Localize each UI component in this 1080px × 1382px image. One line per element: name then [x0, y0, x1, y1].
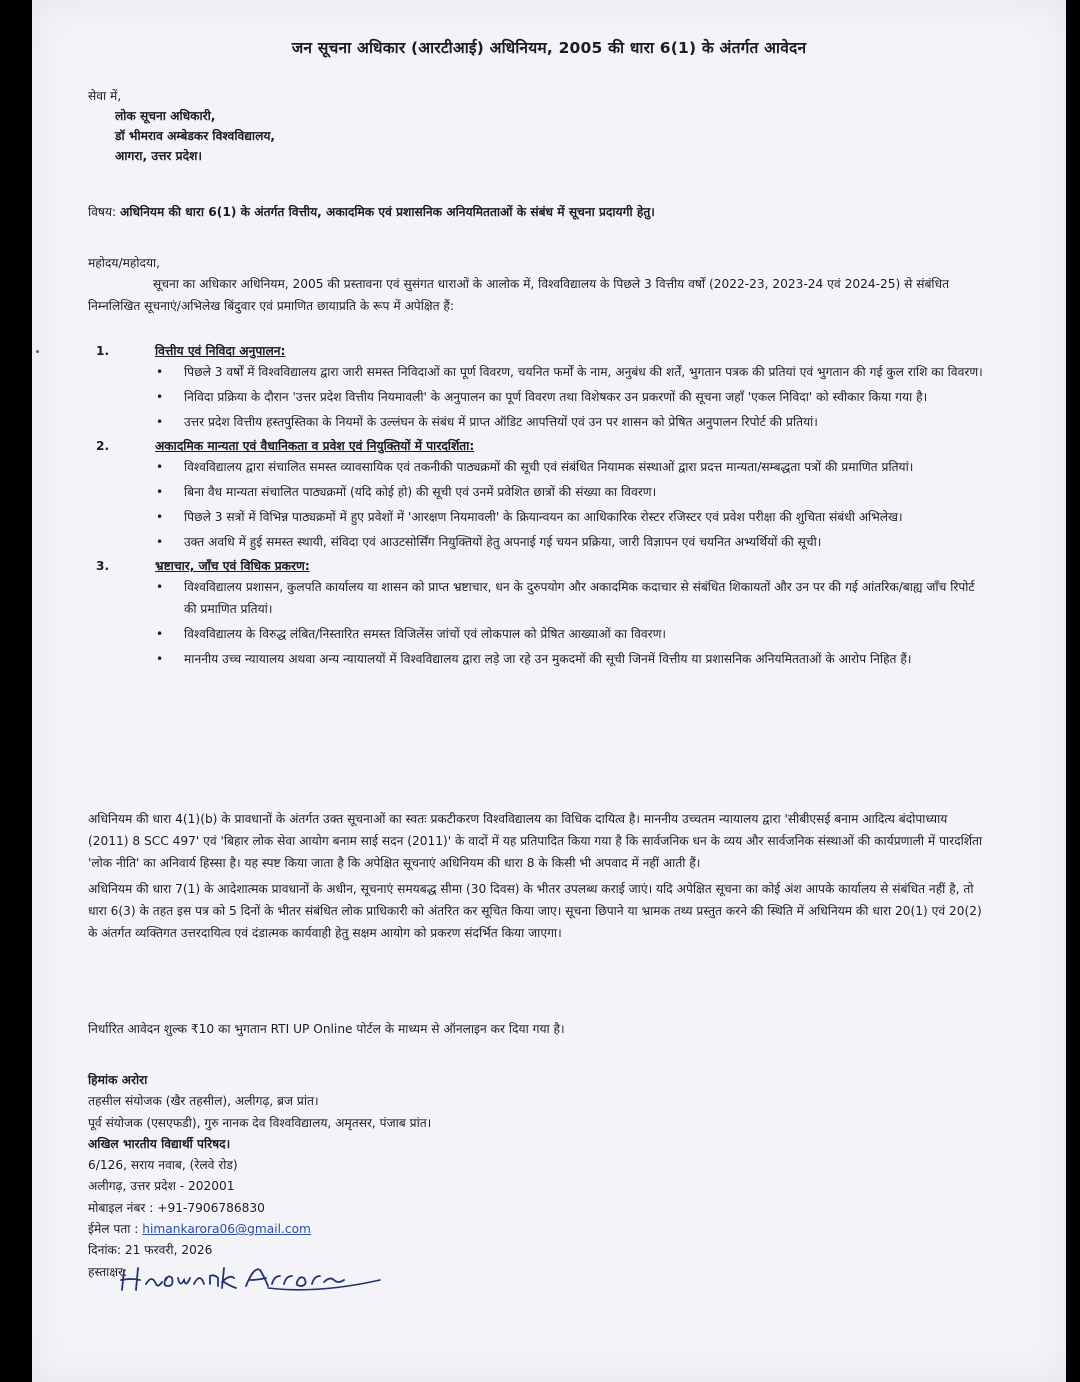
list-item: [96, 411, 986, 433]
address-line: डॉ भीमराव अम्बेडकर विश्वविद्यालय,: [115, 129, 276, 143]
section-heading: [96, 341, 986, 361]
list-item-text: निविदा प्रक्रिया के दौरान 'उत्तर प्रदेश वित्तीय नियमावली' के अनुपालन का पूर्ण विवरण तथा विशेषकर उन प्रकरणों की सूचना जहाँ 'एकल निविदा' को स्वीकार किया गया है।: [184, 390, 928, 404]
bullet-icon: •: [156, 415, 164, 429]
list-item-text: विश्वविद्यालय द्वारा संचालित समस्त व्यावसायिक एवं तकनीकी पाठ्यक्रमों की सूची एवं संबंधित नियामक संस्थाओं द्वारा प्रदत्त मान्यता/सम्बद्धता पत्रों की प्रमाणित प्रतियां।: [184, 460, 914, 474]
list-item: [96, 576, 986, 620]
bullet-icon: •: [156, 652, 164, 666]
list-item-text: विश्वविद्यालय प्रशासन, कुलपति कार्यालय या शासन को प्राप्त भ्रष्टाचार, धन के दुरुपयोग और अकादमिक कदाचार से संबंधित शिकायतों और उन पर की गई आंतरिक/बाह्य जाँच रिपोर्ट की प्रमाणित प्रतियां।: [184, 580, 975, 616]
list-item: [96, 623, 986, 645]
sender-role: तहसील संयोजक (खैर तहसील), अलीगढ़, ब्रज प्रांत।: [88, 1094, 319, 1109]
bullet-icon: •: [156, 485, 164, 499]
bullet-icon: •: [156, 627, 164, 641]
signature-label: हस्ताक्षर:: [88, 1264, 128, 1279]
list-item: [96, 648, 986, 670]
bullet-icon: •: [156, 390, 164, 404]
subject-label: विषय:: [88, 205, 117, 219]
bullet-icon: •: [156, 510, 164, 524]
list-item: [96, 386, 986, 408]
sender-email-row: [88, 1219, 431, 1240]
sender-organization: अखिल भारतीय विद्यार्थी परिषद।: [88, 1136, 231, 1151]
sender-block: [88, 1070, 431, 1283]
list-item-text: उत्तर प्रदेश वित्तीय हस्तपुस्तिका के नियमों के उल्लंघन के संबंध में प्राप्त ऑडिट आपत्तियों एवं उन पर शासन को प्रेषित अनुपालन रिपोर्ट की प्रतियां।: [184, 415, 818, 429]
bullet-icon: •: [156, 535, 164, 549]
list-item-text: पिछले 3 वर्षों में विश्वविद्यालय द्वारा जारी समस्त निविदाओं का पूर्ण विवरण, चयनित फर्मों के नाम, अनुबंध की शर्तें, भुगतान पत्रक की प्रतियां एवं भुगतान की गई कुल राशि का विवरण।: [184, 365, 983, 379]
sender-address: 6/126, सराय नवाब, (रेलवे रोड): [88, 1158, 238, 1173]
list-item-text: पिछले 3 सत्रों में विभिन्न पाठ्यक्रमों में हुए प्रवेशों में 'आरक्षण नियमावली' के क्रियान्वयन का आधिकारिक रोस्टर रजिस्टर एवं प्रवेश परीक्षा की शुचिता संबंधी अभिलेख।: [184, 510, 903, 524]
intro-paragraph: [88, 273, 983, 317]
list-item-text: विश्वविद्यालय के विरुद्ध लंबित/निस्तारित समस्त विजिलेंस जांचों एवं लोकपाल को प्रेषित आख्याओं का विवरण।: [184, 627, 667, 641]
section-title: भ्रष्टाचार, जाँच एवं विधिक प्रकरण:: [155, 559, 310, 573]
list-item: [96, 531, 986, 553]
section-number: 2.: [96, 439, 110, 453]
section-heading: [96, 556, 986, 576]
address-line: आगरा, उत्तर प्रदेश।: [115, 149, 202, 163]
recipient-address: [88, 86, 275, 166]
bullet-icon: •: [156, 365, 164, 379]
request-sections: [96, 341, 986, 673]
section-title: अकादमिक मान्यता एवं वैधानिकता व प्रवेश एवं नियुक्तियों में पारदर्शिता:: [155, 439, 475, 453]
section-title: वित्तीय एवं निविदा अनुपालन:: [155, 344, 286, 358]
address-to: सेवा में,: [88, 89, 122, 103]
section-number: 3.: [96, 559, 110, 573]
handwritten-signature: [118, 1258, 388, 1298]
sender-address: अलीगढ़, उत्तर प्रदेश - 202001: [88, 1179, 235, 1194]
legal-paragraphs: [88, 808, 983, 948]
subject-text: अधिनियम की धारा 6(1) के अंतर्गत वित्तीय, अकादमिक एवं प्रशासनिक अनियमितताओं के संबंध में सूचना प्रदायगी हेतु।: [120, 205, 655, 219]
intro-text: सूचना का अधिकार अधिनियम, 2005 की प्रस्तावना एवं सुसंगत धाराओं के आलोक में, विश्वविद्यालय के पिछले 3 वित्तीय वर्षों (2022-23, 2023-24 एवं 2024-25) से संबंधित निम्नलिखित सूचनाएं/अभिलेख बिंदुवार एवं प्रमाणित छायाप्रति के रूप में अपेक्षित हैं:: [88, 277, 950, 313]
email-label: ईमेल पता :: [88, 1222, 139, 1237]
section-3: [96, 556, 986, 670]
list-item: [96, 456, 986, 478]
scan-speck: [36, 350, 39, 353]
section-number: 1.: [96, 344, 110, 358]
sender-mobile: मोबाइल नंबर : +91-7906786830: [88, 1200, 265, 1215]
legal-paragraph: अधिनियम की धारा 7(1) के आदेशात्मक प्रावधानों के अधीन, सूचनाएं समयबद्ध सीमा (30 दिवस) के भीतर उपलब्ध कराई जाएं। यदि अपेक्षित सूचना का कोई अंश आपके कार्यालय से संबंधित नहीं है, तो धारा 6(3) के तहत इस पत्र को 5 दिनों के भीतर संबंधित लोक प्राधिकारी को अंतरित कर सूचित किया जाए। सूचना छिपाने या भ्रामक तथ्य प्रस्तुत करने की स्थिति में अधिनियम की धारा 20(1) एवं 20(2) के अंतर्गत व्यक्तिगत उत्तरदायित्व एवं दंडात्मक कार्यवाही हेतु सक्षम आयोग को प्रकरण संदर्भित किया जाएगा।: [88, 882, 982, 940]
list-item-text: उक्त अवधि में हुई समस्त स्थायी, संविदा एवं आउटसोर्सिंग नियुक्तियों हेतु अपनाई गई चयन प्रक्रिया, जारी विज्ञापन एवं चयनित अभ्यर्थियों की सूची।: [184, 535, 822, 549]
email-link[interactable]: himankarora06@gmail.com: [142, 1222, 311, 1237]
list-item: [96, 506, 986, 528]
list-item-text: बिना वैध मान्यता संचालित पाठ्यक्रमों (यदि कोई हो) की सूची एवं उनमें प्रवेशित छात्रों की संख्या का विवरण।: [184, 485, 657, 499]
salutation: महोदय/महोदया,: [88, 256, 161, 270]
bullet-icon: •: [156, 580, 164, 594]
legal-paragraph: अधिनियम की धारा 4(1)(b) के प्रावधानों के अंतर्गत उक्त सूचनाओं का स्वतः प्रकटीकरण विश्वविद्यालय का विधिक दायित्व है। माननीय उच्चतम न्यायालय द्वारा 'सीबीएसई बनाम आदित्य बंदोपाध्याय (2011) 8 SCC 497' एवं 'बिहार लोक सेवा आयोग बनाम साई सदन (2011)' के वादों में यह प्रतिपादित किया गया है कि सार्वजनिक धन के व्यय और सार्वजनिक संस्थाओं की कार्यप्रणाली में पारदर्शिता 'लोक नीति' का अनिवार्य हिस्सा है। यह स्पष्ट किया जाता है कि अपेक्षित सूचनाएं अधिनियम की धारा 8 के किसी भी अपवाद में नहीं आती हैं।: [88, 812, 983, 870]
list-item: [96, 361, 986, 383]
bullet-icon: •: [156, 460, 164, 474]
fee-note: निर्धारित आवेदन शुल्क ₹10 का भुगतान RTI UP Online पोर्टल के माध्यम से ऑनलाइन कर दिया गया है।: [88, 1022, 565, 1036]
sender-date: दिनांक: 21 फरवरी, 2026: [88, 1243, 213, 1258]
list-item: [96, 481, 986, 503]
section-2: [96, 436, 986, 553]
address-line: लोक सूचना अधिकारी,: [115, 109, 216, 123]
sender-role: पूर्व संयोजक (एसएफडी), गुरु नानक देव विश्वविद्यालय, अमृतसर, पंजाब प्रांत।: [88, 1115, 432, 1130]
section-heading: [96, 436, 986, 456]
subject-line: [88, 202, 655, 222]
document-title: जन सूचना अधिकार (आरटीआई) अधिनियम, 2005 की धारा 6(1) के अंतर्गत आवेदन: [291, 39, 807, 57]
section-1: [96, 341, 986, 433]
document-page: [32, 0, 1066, 1382]
list-item-text: माननीय उच्च न्यायालय अथवा अन्य न्यायालयों में विश्वविद्यालय द्वारा लड़े जा रहे उन मुकदमों की सूची जिनमें वित्तीय या प्रशासनिक अनियमितताओं के आरोप निहित हैं।: [184, 652, 912, 666]
sender-name: हिमांक अरोरा: [88, 1073, 148, 1087]
